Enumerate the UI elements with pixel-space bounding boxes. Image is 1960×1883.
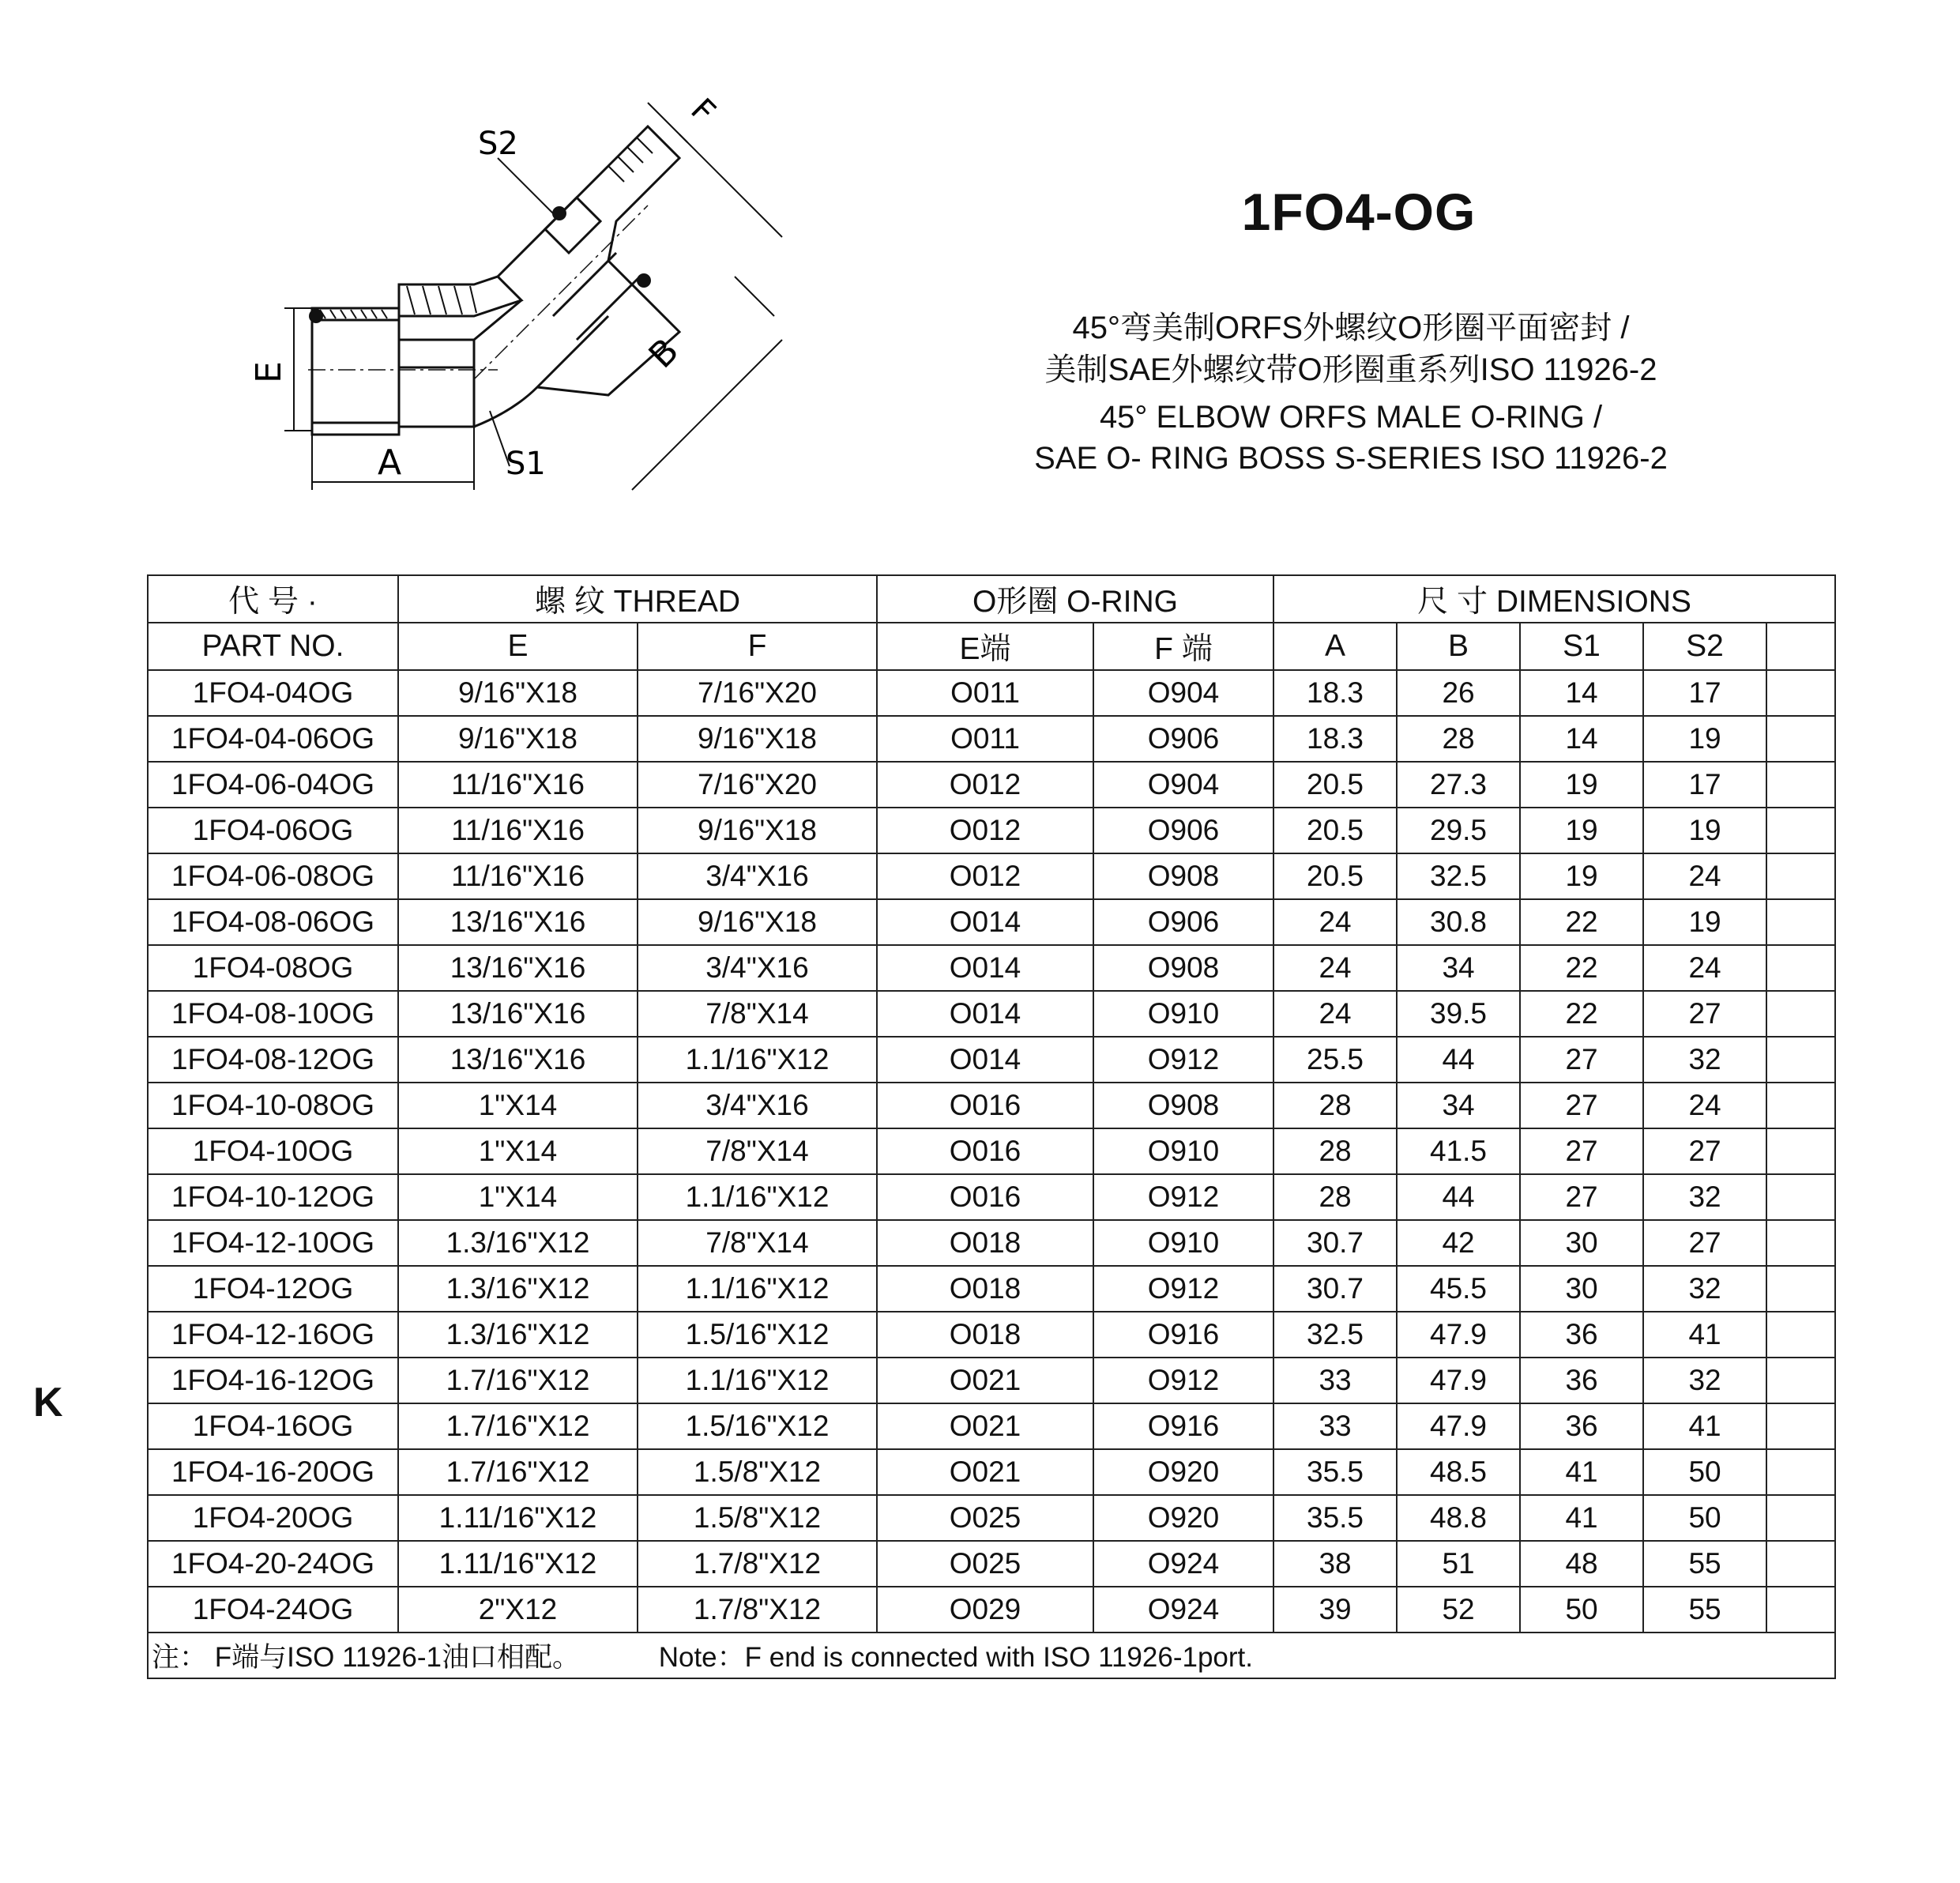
cell-thread-f: 1.5/16"X12 (638, 1403, 877, 1449)
cell-oring-e: O012 (877, 808, 1093, 853)
header-part-cn: 代 号 · (148, 575, 398, 623)
cell-oring-f: O904 (1093, 670, 1273, 716)
cell-oring-f: O908 (1093, 853, 1273, 899)
cell-blank (1766, 808, 1835, 853)
cell-thread-f: 9/16"X18 (638, 716, 877, 762)
dim-b-line (632, 340, 782, 490)
cell-blank (1766, 1220, 1835, 1266)
cell-thread-f: 7/16"X20 (638, 670, 877, 716)
elbow-bend (474, 316, 608, 427)
cell-oring-f: O912 (1093, 1037, 1273, 1083)
upper-hatch (407, 286, 476, 314)
label-s1: S1 (506, 446, 546, 482)
header-row-2 (148, 623, 1835, 670)
cell-oring-f: O916 (1093, 1403, 1273, 1449)
cell-thread-f: 1.5/16"X12 (638, 1312, 877, 1358)
cell-dim-s2: 27 (1643, 1128, 1766, 1174)
table-row (148, 1128, 1835, 1174)
cell-dim-s2: 41 (1643, 1403, 1766, 1449)
cell-blank (1766, 1358, 1835, 1403)
cell-dim-b: 44 (1397, 1174, 1520, 1220)
cell-part-no: 1FO4-20-24OG (148, 1541, 398, 1587)
cell-oring-e: O011 (877, 716, 1093, 762)
cell-thread-e: 1.3/16"X12 (398, 1266, 638, 1312)
cell-oring-f: O906 (1093, 808, 1273, 853)
cell-thread-e: 1.7/16"X12 (398, 1358, 638, 1403)
cell-dim-b: 48.8 (1397, 1495, 1520, 1541)
cell-oring-f: O910 (1093, 991, 1273, 1037)
cell-dim-b: 34 (1397, 1083, 1520, 1128)
header-row-1 (148, 575, 1835, 623)
cell-thread-f: 1.1/16"X12 (638, 1174, 877, 1220)
cell-oring-f: O916 (1093, 1312, 1273, 1358)
table-row (148, 1220, 1835, 1266)
cell-dim-s1: 22 (1520, 899, 1643, 945)
header-e-end: E端 (877, 623, 1093, 670)
cell-thread-e: 13/16"X16 (398, 899, 638, 945)
cell-dim-a: 20.5 (1273, 808, 1397, 853)
spec-table (147, 574, 1836, 1679)
cell-part-no: 1FO4-06-08OG (148, 853, 398, 899)
cell-dim-a: 24 (1273, 991, 1397, 1037)
cell-dim-b: 34 (1397, 945, 1520, 991)
cell-thread-e: 1"X14 (398, 1174, 638, 1220)
cell-oring-e: O025 (877, 1495, 1093, 1541)
subtitle-cn-line2: 美制SAE外螺纹带O形圈重系列ISO 11926-2 (1044, 352, 1657, 387)
cell-thread-e: 1.7/16"X12 (398, 1449, 638, 1495)
cell-dim-s2: 24 (1643, 945, 1766, 991)
header-s1: S1 (1520, 623, 1643, 670)
cell-dim-s2: 24 (1643, 1083, 1766, 1128)
cell-dim-a: 33 (1273, 1358, 1397, 1403)
cell-dim-s2: 17 (1643, 670, 1766, 716)
label-s2: S2 (478, 126, 518, 162)
cell-dim-b: 48.5 (1397, 1449, 1520, 1495)
cell-part-no: 1FO4-12-10OG (148, 1220, 398, 1266)
cell-thread-e: 1"X14 (398, 1128, 638, 1174)
cell-blank (1766, 991, 1835, 1037)
cell-dim-s2: 55 (1643, 1587, 1766, 1633)
cell-thread-f: 9/16"X18 (638, 808, 877, 853)
table-row (148, 1449, 1835, 1495)
cell-dim-s1: 14 (1520, 670, 1643, 716)
s2-oring-dot (552, 206, 566, 220)
cell-thread-e: 13/16"X16 (398, 991, 638, 1037)
cell-oring-e: O016 (877, 1174, 1093, 1220)
cell-dim-b: 52 (1397, 1587, 1520, 1633)
cell-dim-s1: 30 (1520, 1266, 1643, 1312)
cell-dim-a: 32.5 (1273, 1312, 1397, 1358)
header-f-end: F 端 (1093, 623, 1273, 670)
cell-thread-e: 1"X14 (398, 1083, 638, 1128)
cell-thread-f: 7/8"X14 (638, 1220, 877, 1266)
table-row (148, 1587, 1835, 1633)
cell-thread-f: 7/8"X14 (638, 1128, 877, 1174)
cell-oring-e: O029 (877, 1587, 1093, 1633)
cell-blank (1766, 1449, 1835, 1495)
cell-dim-a: 25.5 (1273, 1037, 1397, 1083)
cell-blank (1766, 945, 1835, 991)
cell-oring-f: O912 (1093, 1174, 1273, 1220)
cell-dim-s1: 48 (1520, 1541, 1643, 1587)
cell-part-no: 1FO4-08-10OG (148, 991, 398, 1037)
cell-blank (1766, 1083, 1835, 1128)
table-row (148, 991, 1835, 1037)
cell-thread-f: 1.1/16"X12 (638, 1037, 877, 1083)
cell-part-no: 1FO4-06OG (148, 808, 398, 853)
cell-dim-a: 28 (1273, 1083, 1397, 1128)
cell-oring-e: O012 (877, 762, 1093, 808)
cell-thread-f: 1.5/8"X12 (638, 1449, 877, 1495)
table-row (148, 1403, 1835, 1449)
cell-thread-f: 3/4"X16 (638, 1083, 877, 1128)
f-oring-dot (637, 273, 651, 288)
cell-dim-b: 51 (1397, 1541, 1520, 1587)
cell-dim-s1: 36 (1520, 1358, 1643, 1403)
note-row (148, 1633, 1835, 1678)
cell-oring-e: O018 (877, 1312, 1093, 1358)
label-a: A (378, 443, 402, 483)
table-row (148, 670, 1835, 716)
cell-thread-e: 13/16"X16 (398, 945, 638, 991)
cell-thread-e: 11/16"X16 (398, 853, 638, 899)
note-cell (148, 1633, 1835, 1678)
cell-blank (1766, 1587, 1835, 1633)
cell-blank (1766, 670, 1835, 716)
cell-dim-s1: 19 (1520, 762, 1643, 808)
cell-dim-s1: 22 (1520, 945, 1643, 991)
cell-oring-f: O912 (1093, 1266, 1273, 1312)
table-row (148, 1174, 1835, 1220)
cell-dim-s2: 41 (1643, 1312, 1766, 1358)
cell-blank (1766, 1312, 1835, 1358)
cell-dim-a: 39 (1273, 1587, 1397, 1633)
header-thread: 螺 纹 THREAD (398, 575, 877, 623)
cell-dim-s2: 24 (1643, 853, 1766, 899)
table-row (148, 716, 1835, 762)
cell-thread-f: 1.7/8"X12 (638, 1587, 877, 1633)
cell-dim-b: 32.5 (1397, 853, 1520, 899)
cell-part-no: 1FO4-06-04OG (148, 762, 398, 808)
subtitle-en-line1: 45° ELBOW ORFS MALE O-RING / (1099, 400, 1603, 435)
cell-thread-f: 3/4"X16 (638, 853, 877, 899)
cell-thread-e: 1.7/16"X12 (398, 1403, 638, 1449)
table-row (148, 1495, 1835, 1541)
cell-dim-a: 28 (1273, 1128, 1397, 1174)
cell-part-no: 1FO4-12OG (148, 1266, 398, 1312)
cell-part-no: 1FO4-20OG (148, 1495, 398, 1541)
cell-dim-s1: 36 (1520, 1403, 1643, 1449)
cell-thread-e: 1.3/16"X12 (398, 1220, 638, 1266)
table-row (148, 899, 1835, 945)
cell-oring-f: O906 (1093, 899, 1273, 945)
cell-dim-b: 42 (1397, 1220, 1520, 1266)
cell-dim-s1: 36 (1520, 1312, 1643, 1358)
note-en-label: Note： (658, 1642, 745, 1673)
table-row (148, 853, 1835, 899)
cell-dim-a: 35.5 (1273, 1495, 1397, 1541)
cell-dim-s1: 27 (1520, 1174, 1643, 1220)
cell-thread-e: 13/16"X16 (398, 1037, 638, 1083)
cell-dim-b: 26 (1397, 670, 1520, 716)
cell-dim-a: 20.5 (1273, 853, 1397, 899)
cell-dim-s1: 27 (1520, 1128, 1643, 1174)
cell-thread-e: 9/16"X18 (398, 670, 638, 716)
cell-dim-b: 41.5 (1397, 1128, 1520, 1174)
cell-dim-a: 33 (1273, 1403, 1397, 1449)
cell-dim-a: 24 (1273, 945, 1397, 991)
cell-dim-a: 30.7 (1273, 1266, 1397, 1312)
cell-oring-f: O908 (1093, 1083, 1273, 1128)
cell-oring-e: O018 (877, 1220, 1093, 1266)
cell-dim-s2: 50 (1643, 1449, 1766, 1495)
e-oring-dot (309, 309, 323, 323)
cell-dim-s2: 27 (1643, 991, 1766, 1037)
cell-dim-b: 47.9 (1397, 1403, 1520, 1449)
cell-dim-s2: 55 (1643, 1541, 1766, 1587)
cell-oring-f: O908 (1093, 945, 1273, 991)
cell-dim-s2: 32 (1643, 1266, 1766, 1312)
cell-part-no: 1FO4-12-16OG (148, 1312, 398, 1358)
cell-part-no: 1FO4-16OG (148, 1403, 398, 1449)
cell-part-no: 1FO4-16-20OG (148, 1449, 398, 1495)
cell-dim-s1: 19 (1520, 808, 1643, 853)
cell-dim-s1: 19 (1520, 853, 1643, 899)
table-row (148, 1037, 1835, 1083)
cell-thread-f: 3/4"X16 (638, 945, 877, 991)
note-cn: 注： F端与ISO 11926-1油口相配。 (152, 1642, 580, 1673)
cell-oring-f: O910 (1093, 1220, 1273, 1266)
header-s2: S2 (1643, 623, 1766, 670)
cell-oring-f: O924 (1093, 1587, 1273, 1633)
elbow-fitting-diagram (237, 79, 806, 522)
cell-dim-s1: 14 (1520, 716, 1643, 762)
table-row (148, 1541, 1835, 1587)
table-row (148, 1358, 1835, 1403)
cell-thread-e: 1.11/16"X12 (398, 1541, 638, 1587)
header-oring: O形圈 O-RING (877, 575, 1273, 623)
table-row (148, 1312, 1835, 1358)
bore-lower (399, 340, 474, 427)
cell-dim-s2: 19 (1643, 899, 1766, 945)
cell-part-no: 1FO4-10OG (148, 1128, 398, 1174)
table-row (148, 945, 1835, 991)
cell-dim-a: 18.3 (1273, 716, 1397, 762)
cell-blank (1766, 899, 1835, 945)
cell-oring-f: O910 (1093, 1128, 1273, 1174)
cell-dim-a: 28 (1273, 1174, 1397, 1220)
header-f: F (638, 623, 877, 670)
header-blank (1766, 623, 1835, 670)
cell-thread-f: 1.5/8"X12 (638, 1495, 877, 1541)
cell-thread-e: 11/16"X16 (398, 762, 638, 808)
cell-dim-a: 35.5 (1273, 1449, 1397, 1495)
cell-dim-s1: 41 (1520, 1449, 1643, 1495)
cell-thread-f: 9/16"X18 (638, 899, 877, 945)
cell-part-no: 1FO4-16-12OG (148, 1358, 398, 1403)
cell-dim-b: 30.8 (1397, 899, 1520, 945)
cell-thread-e: 1.11/16"X12 (398, 1495, 638, 1541)
cell-blank (1766, 716, 1835, 762)
cell-blank (1766, 1403, 1835, 1449)
cell-oring-e: O014 (877, 945, 1093, 991)
cell-part-no: 1FO4-08OG (148, 945, 398, 991)
cell-dim-a: 30.7 (1273, 1220, 1397, 1266)
subtitle-en-line2: SAE O- RING BOSS S-SERIES ISO 11926-2 (1034, 441, 1668, 476)
cell-oring-e: O012 (877, 853, 1093, 899)
cell-dim-s2: 19 (1643, 716, 1766, 762)
cell-dim-b: 44 (1397, 1037, 1520, 1083)
cell-part-no: 1FO4-04OG (148, 670, 398, 716)
cell-blank (1766, 1541, 1835, 1587)
cell-oring-e: O016 (877, 1128, 1093, 1174)
dim-f-line (679, 134, 782, 237)
cell-thread-e: 1.3/16"X12 (398, 1312, 638, 1358)
header-b: B (1397, 623, 1520, 670)
cell-dim-s1: 27 (1520, 1083, 1643, 1128)
note-en-text: F end is connected with ISO 11926-1port. (744, 1642, 1253, 1673)
cell-oring-e: O021 (877, 1358, 1093, 1403)
cell-dim-b: 45.5 (1397, 1266, 1520, 1312)
fitting-drawing (237, 79, 806, 522)
cell-blank (1766, 1495, 1835, 1541)
cell-blank (1766, 1128, 1835, 1174)
cell-dim-a: 24 (1273, 899, 1397, 945)
table-row (148, 1083, 1835, 1128)
cell-oring-e: O014 (877, 899, 1093, 945)
cell-oring-e: O016 (877, 1083, 1093, 1128)
cell-part-no: 1FO4-24OG (148, 1587, 398, 1633)
label-b: B (641, 330, 687, 377)
cell-dim-b: 29.5 (1397, 808, 1520, 853)
cell-oring-f: O912 (1093, 1358, 1273, 1403)
label-e: E (249, 361, 289, 383)
cell-dim-s2: 50 (1643, 1495, 1766, 1541)
cell-dim-s1: 22 (1520, 991, 1643, 1037)
cell-thread-e: 9/16"X18 (398, 716, 638, 762)
cell-dim-b: 27.3 (1397, 762, 1520, 808)
cell-dim-a: 38 (1273, 1541, 1397, 1587)
cell-oring-f: O920 (1093, 1449, 1273, 1495)
cell-oring-f: O920 (1093, 1495, 1273, 1541)
cell-dim-s2: 27 (1643, 1220, 1766, 1266)
cell-dim-b: 47.9 (1397, 1358, 1520, 1403)
cell-thread-e: 11/16"X16 (398, 808, 638, 853)
cell-blank (1766, 1266, 1835, 1312)
cell-blank (1766, 762, 1835, 808)
cell-dim-s2: 19 (1643, 808, 1766, 853)
table-row (148, 808, 1835, 853)
cell-oring-f: O904 (1093, 762, 1273, 808)
cell-part-no: 1FO4-10-12OG (148, 1174, 398, 1220)
cell-thread-f: 1.1/16"X12 (638, 1358, 877, 1403)
cell-oring-f: O906 (1093, 716, 1273, 762)
cell-dim-a: 18.3 (1273, 670, 1397, 716)
cell-dim-s1: 30 (1520, 1220, 1643, 1266)
section-letter: K (33, 1380, 63, 1425)
header-dimensions: 尺 寸 DIMENSIONS (1273, 575, 1835, 623)
cell-thread-f: 1.1/16"X12 (638, 1266, 877, 1312)
cell-blank (1766, 1037, 1835, 1083)
cell-part-no: 1FO4-08-12OG (148, 1037, 398, 1083)
cell-dim-a: 20.5 (1273, 762, 1397, 808)
cell-oring-e: O025 (877, 1541, 1093, 1587)
cell-dim-s1: 41 (1520, 1495, 1643, 1541)
cell-oring-e: O011 (877, 670, 1093, 716)
header-part-no: PART NO. (148, 623, 398, 670)
cell-blank (1766, 1174, 1835, 1220)
cell-dim-s2: 32 (1643, 1037, 1766, 1083)
cell-dim-b: 47.9 (1397, 1312, 1520, 1358)
s2-hex (545, 198, 600, 253)
cell-thread-f: 7/8"X14 (638, 991, 877, 1037)
cell-oring-e: O014 (877, 1037, 1093, 1083)
cell-part-no: 1FO4-04-06OG (148, 716, 398, 762)
cell-dim-s1: 50 (1520, 1587, 1643, 1633)
e-end-threads (320, 310, 387, 318)
cell-dim-s2: 32 (1643, 1174, 1766, 1220)
table-row (148, 762, 1835, 808)
e-end-body (312, 308, 399, 435)
cell-oring-e: O021 (877, 1403, 1093, 1449)
cell-part-no: 1FO4-08-06OG (148, 899, 398, 945)
cell-dim-s1: 27 (1520, 1037, 1643, 1083)
header-e: E (398, 623, 638, 670)
cell-blank (1766, 853, 1835, 899)
cell-oring-e: O021 (877, 1449, 1093, 1495)
cell-thread-e: 2"X12 (398, 1587, 638, 1633)
header-a: A (1273, 623, 1397, 670)
page-title: 1FO4-OG (1241, 183, 1477, 241)
cell-thread-f: 1.7/8"X12 (638, 1541, 877, 1587)
subtitle-cn-line1: 45°弯美制ORFS外螺纹O形圈平面密封 / (1072, 311, 1630, 345)
cell-part-no: 1FO4-10-08OG (148, 1083, 398, 1128)
cell-dim-b: 39.5 (1397, 991, 1520, 1037)
table-row (148, 1266, 1835, 1312)
cell-oring-e: O018 (877, 1266, 1093, 1312)
cell-thread-f: 7/16"X20 (638, 762, 877, 808)
cell-dim-b: 28 (1397, 716, 1520, 762)
cell-oring-f: O924 (1093, 1541, 1273, 1587)
label-f: F (683, 92, 723, 130)
cell-dim-s2: 17 (1643, 762, 1766, 808)
cell-oring-e: O014 (877, 991, 1093, 1037)
cell-dim-s2: 32 (1643, 1358, 1766, 1403)
